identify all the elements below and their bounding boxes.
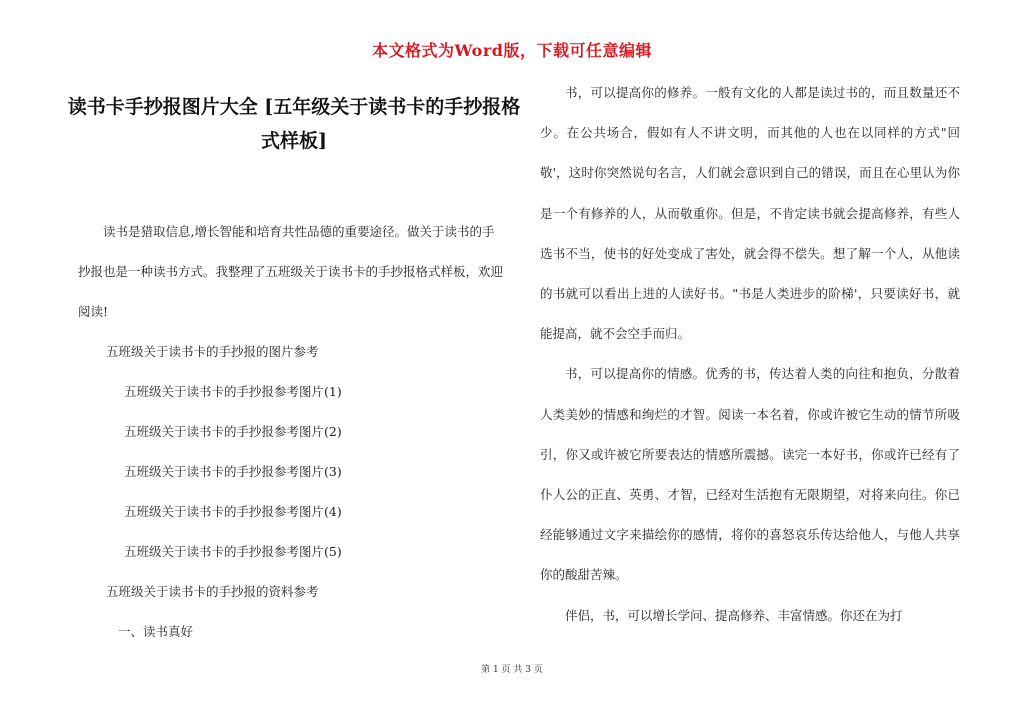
image-caption: 五班级关于读书卡的手抄报参考图片(4) <box>124 504 342 519</box>
subheading-reading-good: 一、读书真好 <box>118 624 194 639</box>
left-column <box>78 212 506 652</box>
image-caption: 五班级关于读书卡的手抄报参考图片(3) <box>124 464 342 479</box>
section-heading-images: 五班级关于读书卡的手抄报的图片参考 <box>106 344 319 359</box>
section-heading-materials: 五班级关于读书卡的手抄报的资料参考 <box>106 584 319 599</box>
page-title: 读书卡手抄报图片大全 [五年级关于读书卡的手抄报格式样板] <box>67 96 521 152</box>
image-caption: 五班级关于读书卡的手抄报参考图片(5) <box>124 544 342 559</box>
page-footer: 第 1 页 共 3 页 <box>481 665 543 675</box>
image-caption: 五班级关于读书卡的手抄报参考图片(1) <box>124 384 342 399</box>
paragraph-cultivation: 书，可以提高你的修养。一般有文化的人都是读过书的，而且数量还不少。在公共场合，假如有人不讲文明，而其他的人也在以同样的方式"回敬'，这时你突然说句名言，人们就会意识到自己的错误，而且在心里认为你是一个有修养的人，从而敬重你。但是，不肯定读书就会提高修养，有些人选书不当，使书的好处变成了害处，就会得不偿失。想了解一个人，从他读的书就可以看出上进的人读好书。"书是人类进步的阶梯'，只要读好书，就能提高，就不会空手而归。 <box>540 85 960 342</box>
download-banner: 本文格式为Word版，下载可任意编辑 <box>372 41 652 60</box>
paragraph-emotion: 书，可以提高你的情感。优秀的书，传达着人类的向往和抱负，分散着人类美妙的情感和绚烂的才智。阅读一本名着，你或许被它生动的情节所吸引，你又或许被它所要表达的情感所震撼。读完一本好书，你或许已经有了仆人公的正直、英勇、才智，已经对生活抱有无限期望，对将来向往。你已经能够通过文字来描绘你的感情，将你的喜怒哀乐传达给他人，与他人共享你的酸甜苦辣。 <box>540 366 960 583</box>
paragraph-friends: 伴侣，书，可以增长学问、提高修养、丰富情感。你还在为打 <box>565 607 903 623</box>
right-column <box>540 73 960 636</box>
image-caption: 五班级关于读书卡的手抄报参考图片(2) <box>124 424 342 439</box>
intro-paragraph: 读书是猎取信息,增长智能和培育共性品德的重要途径。做关于读书的手抄报也是一种读书方式。我整理了五班级关于读书卡的手抄报格式样板，欢迎阅读! <box>78 224 504 319</box>
